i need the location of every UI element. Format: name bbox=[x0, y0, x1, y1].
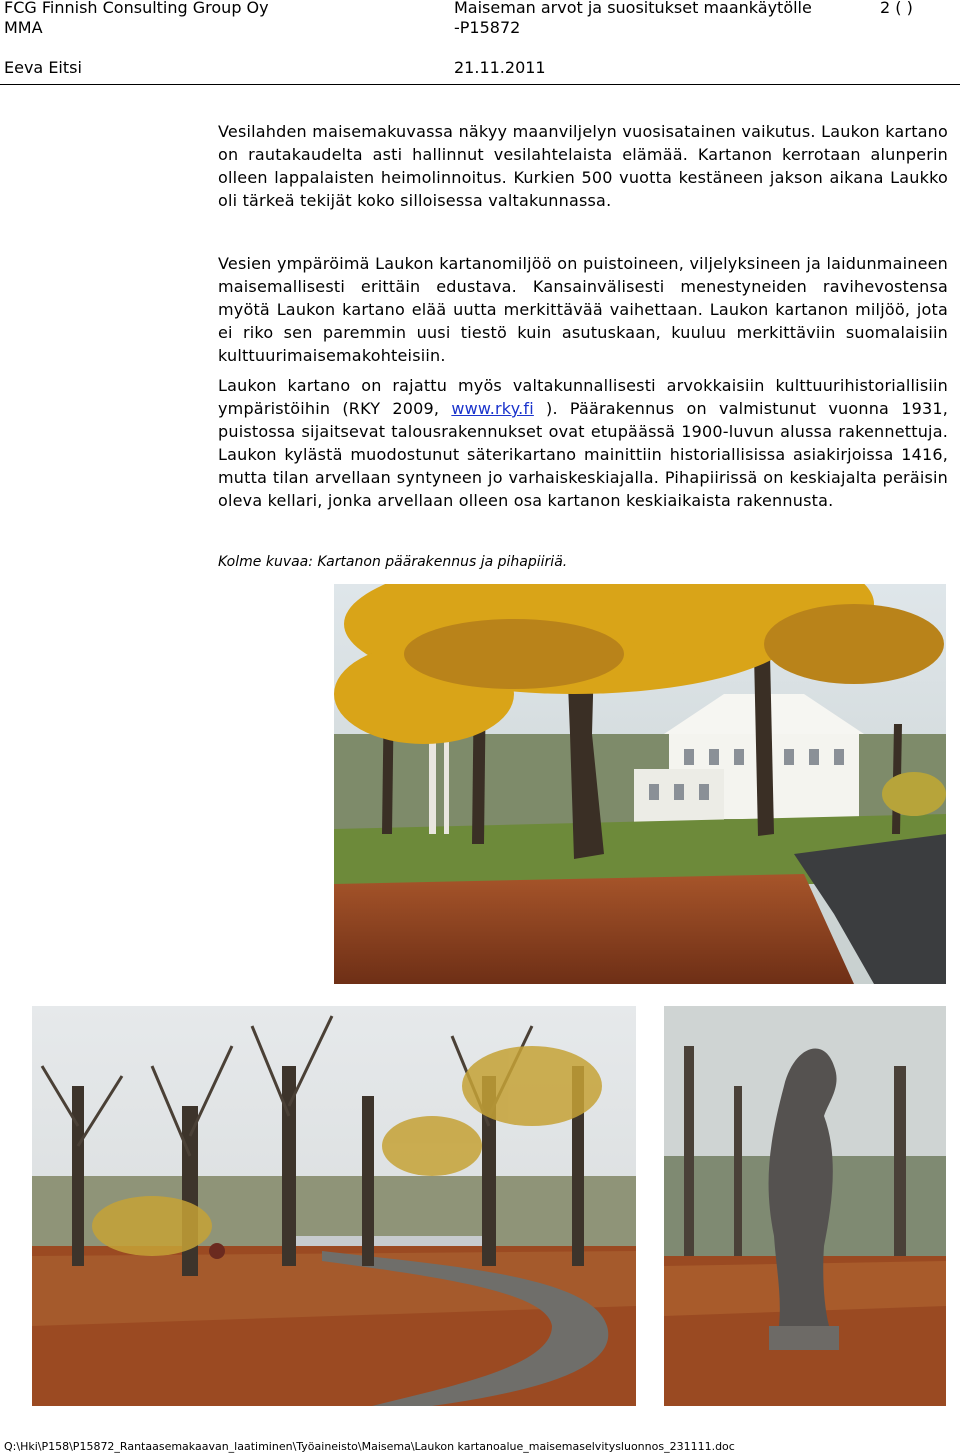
document-date: 21.11.2011 bbox=[454, 58, 546, 77]
paragraph-3-end: ). Päärakennus on valmistunut vuonna 1931, puistossa sijaitsevat talousrakennukset ovat etupäässä 1900-luvun alussa rakennettuja. Laukon kylästä muodostunut säterikartano mainittiin historiallisissa asiakirjoissa 1416, mutta tilan arvellaan syntyneen jo varhaiskeskiajalla. Pihapiirissä on keskiajalta peräisin oleva kellari, jonka arvellaan olleen osa kartanon keskiaikaista rakennusta. bbox=[218, 399, 948, 510]
page-number: 2 ( ) bbox=[880, 0, 913, 17]
department: MMA bbox=[4, 18, 43, 37]
paragraph-1-text: Vesilahden maisemakuvassa näkyy maanviljelyn vuosisatainen vaikutus. Laukon kartano on rautakaudelta asti hallinnut vesilahtelaista elämää. Kartanon kerrotaan alunperin olleen lappalaisten heimolinnoitus. Kurkien 500 vuotta kestäneen jakson aikana Laukko oli tärkeä tekijät koko silloisessa valtakunnassa. bbox=[218, 122, 948, 210]
paragraph-3 bbox=[218, 374, 948, 512]
document-title: Maiseman arvot ja suositukset maankäytölle bbox=[454, 0, 812, 17]
manor-house-photo bbox=[334, 584, 946, 984]
photo-caption: Kolme kuvaa: Kartanon päärakennus ja pihapiiriä. bbox=[218, 554, 568, 570]
paragraph-3-start: Laukon kartano on rajattu myös valtakunnallisesti arvokkaisiin kulttuurihistoriallisiin ympäristöihin (RKY 2009, bbox=[218, 376, 948, 418]
header-rule bbox=[0, 84, 960, 85]
rky-link[interactable]: www.rky.fi bbox=[451, 399, 534, 418]
project-number: -P15872 bbox=[454, 18, 521, 37]
author: Eeva Eitsi bbox=[4, 58, 82, 77]
file-path-footer: Q:\Hki\P158\P15872_Rantaasemakaavan_laatiminen\Työaineisto\Maisema\Laukon kartanoalue_maisemaselvitysluonnos_231111.doc bbox=[4, 1440, 735, 1453]
statue-photo bbox=[664, 1006, 946, 1406]
paragraph-2 bbox=[218, 252, 948, 367]
paragraph-2-text: Vesien ympäröimä Laukon kartanomiljöö on puistoineen, viljelyksineen ja laidunmaineen maisemallisesti erittäin edustava. Kansainvälisesti menestyneiden ravihevostensa myötä Laukon kartano elää uutta merkittävää vaihettaan. Laukon kartanon miljöö, jota ei riko sen paremmin uusi tiestö kuin asutuskaan, kuuluu merkittäviin suomalaisiin kulttuurimaisemakohteisiin. bbox=[218, 254, 948, 365]
paragraph-1 bbox=[218, 120, 948, 212]
company-name: FCG Finnish Consulting Group Oy bbox=[4, 0, 269, 17]
park-path-photo bbox=[32, 1006, 636, 1406]
